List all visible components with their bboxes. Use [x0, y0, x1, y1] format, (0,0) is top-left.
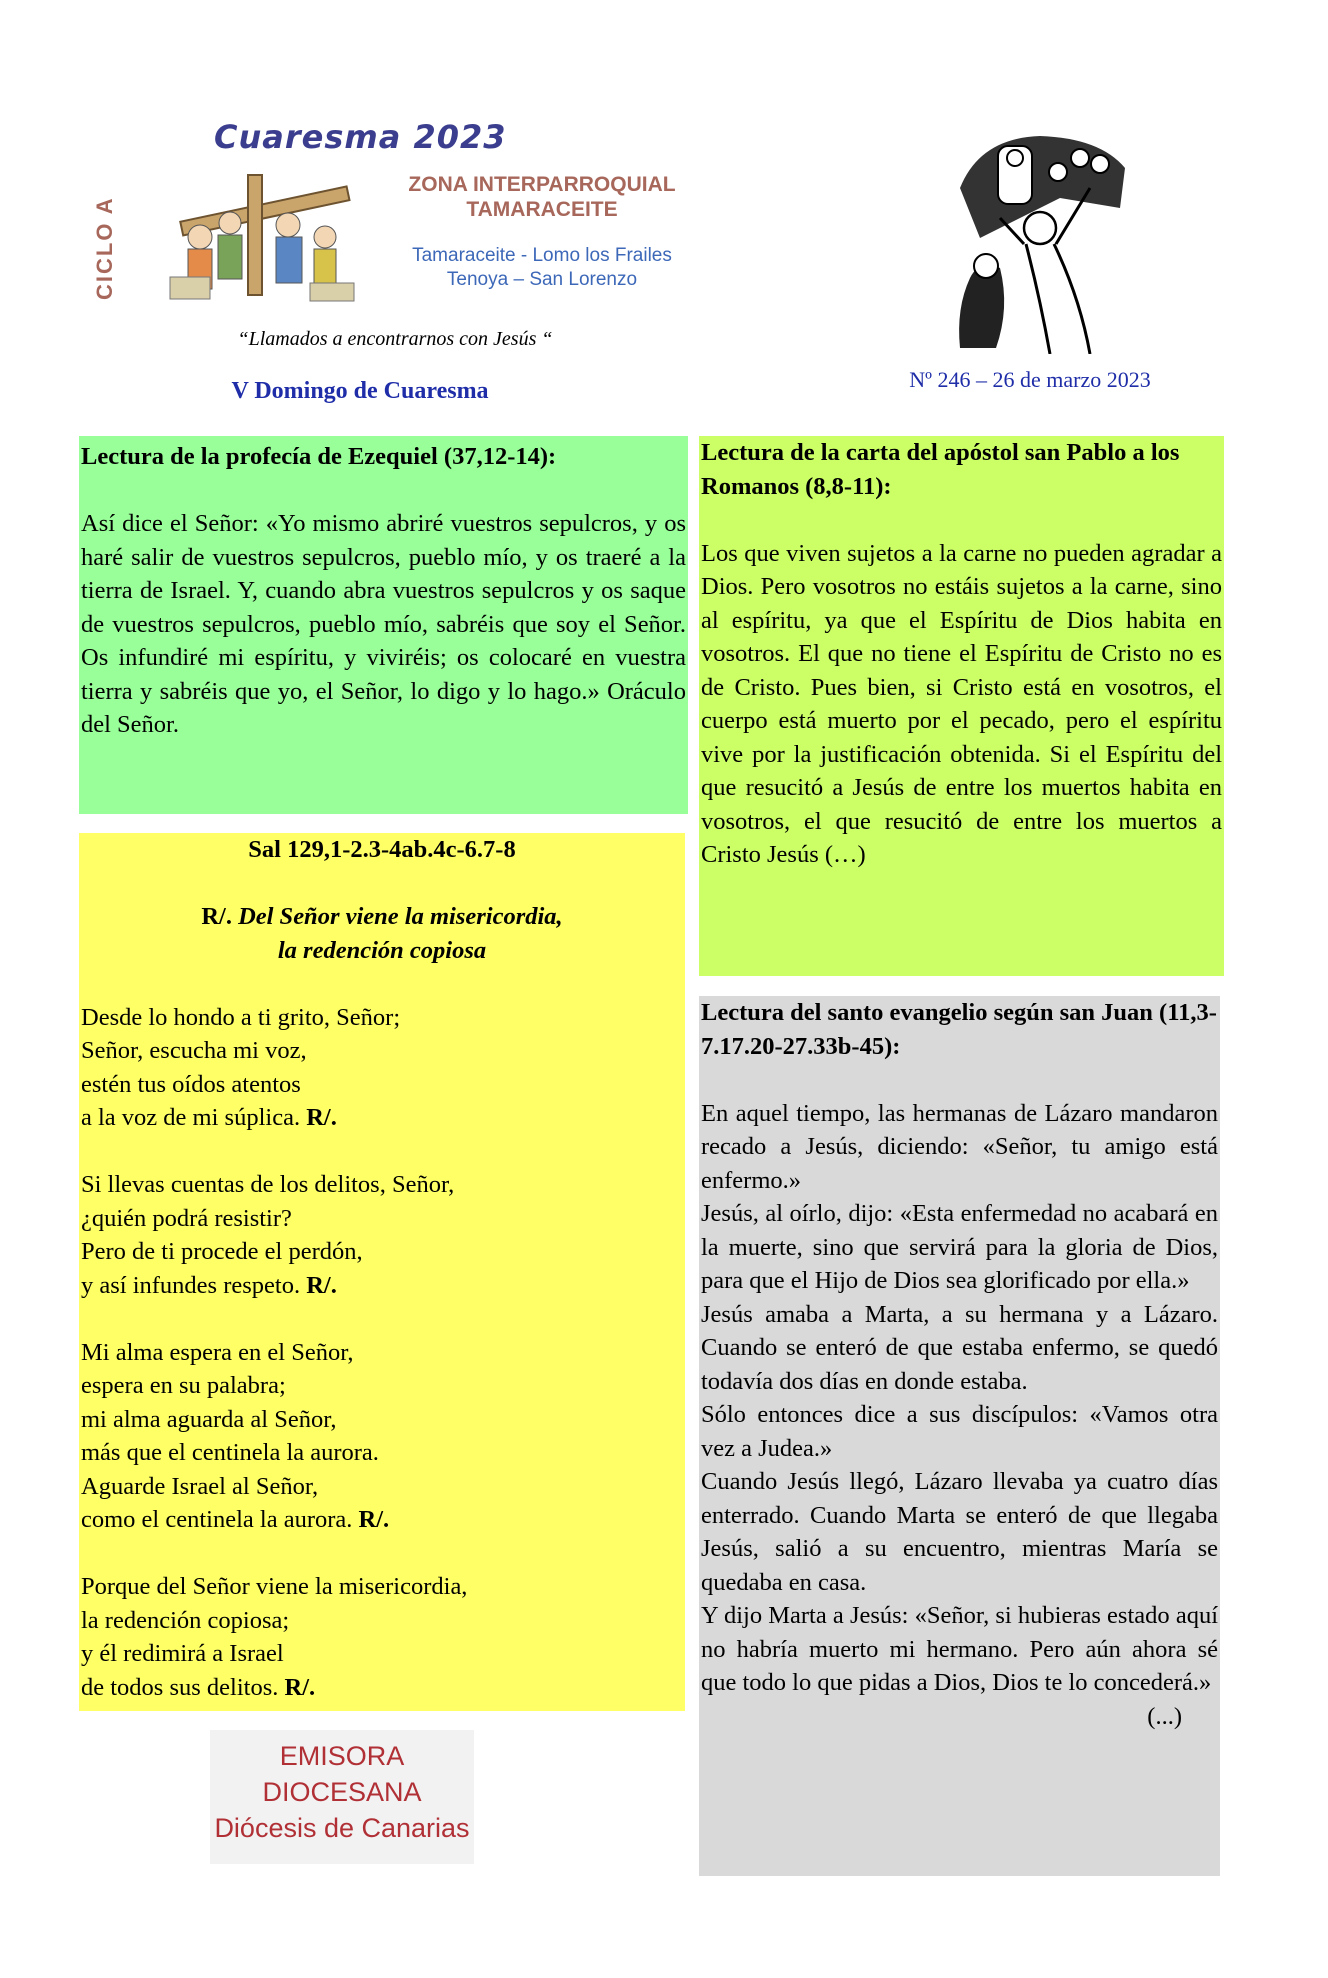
- places: [392, 244, 692, 292]
- verse-line: Mi alma espera en el Señor,: [81, 1338, 354, 1366]
- verse-line: y así infundes respeto.: [81, 1271, 307, 1299]
- tagline: “Llamados a encontrarnos con Jesús “: [237, 328, 553, 350]
- gospel-ellipsis: (...): [1147, 1702, 1182, 1730]
- verse-line: y él redimirá a Israel: [81, 1640, 284, 1667]
- psalm-stanza-2: [81, 1168, 683, 1302]
- first-reading-title: Lectura de la profecía de Ezequiel (37,12-14):: [81, 443, 557, 470]
- children-cross-illustration: [160, 165, 360, 305]
- verse-line: mi alma aguarda al Señor,: [81, 1405, 337, 1433]
- sunday-title: V Domingo de Cuaresma: [231, 378, 489, 404]
- first-reading-text: Así dice el Señor: «Yo mismo abriré vuestros sepulcros, y os haré salir de vuestros sepulcros, pueblo mío, y os traeré a la tierra de Israel. Y, cuando abra vuestros sepulcros y os saque de vuestros sepulcros, pueblo mío, sabréis que soy el Señor. Os infundiré mi espíritu, y viviréis; os colocaré en vuestra tierra y sabréis que yo, el Señor, lo digo y lo hago.» Oráculo del Señor.: [81, 510, 686, 738]
- emisora-diocesana-logo: [210, 1730, 474, 1864]
- emisora-line-2: DIOCESANA: [262, 1777, 422, 1807]
- verse-line: la redención copiosa;: [81, 1606, 290, 1634]
- gospel-box: [699, 996, 1220, 1876]
- verse-line: ¿quién podrá resistir?: [81, 1204, 292, 1232]
- issue-number-date: Nº 246 – 26 de marzo 2023: [909, 367, 1151, 392]
- gospel-paragraph: Jesús amaba a Marta, a su hermana y a Lázaro. Cuando se enteró de que estaba enfermo, se quedó todavía dos días en donde estaba.: [701, 1300, 1218, 1395]
- gospel-paragraph: Sólo entonces dice a sus discípulos: «Vamos otra vez a Judea.»: [701, 1401, 1218, 1462]
- verse-line: Pero de ti procede el perdón,: [81, 1238, 363, 1265]
- verse-line: Señor, escucha mi voz,: [81, 1037, 307, 1064]
- gospel-title: Lectura del santo evangelio según san Juan (11,3-7.17.20-27.33b-45):: [701, 999, 1217, 1060]
- gospel-paragraph: Y dijo Marta a Jesús: «Señor, si hubieras estado aquí no habría muerto mi hermano. Pero aún ahora sé que todo lo que pidas a Dios, Dios te lo concederá.»: [701, 1602, 1218, 1696]
- verse-line: Si llevas cuentas de los delitos, Señor,: [81, 1171, 455, 1198]
- verse-line: Porque del Señor viene la misericordia,: [81, 1573, 468, 1600]
- response-marker: R/.: [306, 1271, 337, 1299]
- second-reading-title: Lectura de la carta del apóstol san Pablo a los Romanos (8,8-11):: [701, 439, 1180, 500]
- zona-title: [392, 172, 692, 222]
- verse-line: más que el centinela la aurora.: [81, 1439, 379, 1466]
- verse-line: a la voz de mi súplica.: [81, 1104, 307, 1131]
- lazarus-drawing: [940, 128, 1130, 354]
- verse-line: como el centinela la aurora.: [81, 1506, 359, 1533]
- response-marker: R/.: [284, 1673, 316, 1701]
- psalm-title: Sal 129,1-2.3-4ab.4c-6.7-8: [248, 836, 516, 863]
- response-marker: R/.: [358, 1506, 390, 1533]
- zona-line-1: ZONA INTERPARROQUIAL: [408, 173, 676, 196]
- psalm-response-prefix: R/.: [201, 903, 232, 930]
- first-reading-box: [79, 436, 688, 814]
- gospel-paragraph: En aquel tiempo, las hermanas de Lázaro mandaron recado a Jesús, diciendo: «Señor, tu amigo está enfermo.»: [701, 1099, 1218, 1194]
- places-line-2: Tenoya – San Lorenzo: [446, 269, 638, 290]
- psalm-stanza-1: [81, 1001, 683, 1135]
- psalm-stanza-4: [81, 1570, 683, 1704]
- psalm-stanza-3: [81, 1336, 683, 1537]
- verse-line: estén tus oídos atentos: [81, 1070, 301, 1098]
- second-reading-text: Los que viven sujetos a la carne no pueden agradar a Dios. Pero vosotros no estáis sujetos a la carne, sino al espíritu, ya que el Espíritu de Dios habita en vosotros. El que no tiene el Espíritu de Cristo no es de Cristo. Pues bien, si Cristo está en vosotros, el cuerpo está muerto por el pecado, pero el espíritu vive por la justificación obtenida. Si el Espíritu del que resucitó a Jesús de entre los muertos habita en vosotros, el que resucitó de entre los muertos a Cristo Jesús (…): [701, 539, 1222, 868]
- verse-line: Aguarde Israel al Señor,: [81, 1472, 319, 1500]
- psalm-box: [79, 833, 685, 1711]
- emisora-line-1: EMISORA: [279, 1741, 405, 1771]
- psalm-response-line-1: Del Señor viene la misericordia,: [231, 903, 563, 930]
- psalm-response: [81, 900, 683, 967]
- psalm-response-line-2: la redención copiosa: [277, 936, 487, 964]
- verse-line: Desde lo hondo a ti grito, Señor;: [81, 1003, 401, 1031]
- logo-title: Cuaresma 2023: [214, 118, 507, 156]
- verse-line: de todos sus delitos.: [81, 1673, 285, 1701]
- second-reading-box: [699, 436, 1224, 976]
- verse-line: espera en su palabra;: [81, 1372, 286, 1399]
- zona-line-2: TAMARACEITE: [466, 198, 618, 221]
- gospel-paragraph: Cuando Jesús llegó, Lázaro llevaba ya cuatro días enterrado. Cuando Marta se enteró de que llegaba Jesús, salió a su encuentro, mientras María se quedaba en casa.: [701, 1468, 1218, 1596]
- response-marker: R/.: [306, 1104, 337, 1131]
- places-line-1: Tamaraceite - Lomo los Frailes: [412, 245, 672, 266]
- gospel-paragraph: Jesús, al oírlo, dijo: «Esta enfermedad no acabará en la muerte, sino que servirá para la gloria de Dios, para que el Hijo de Dios sea glorificado por ella.»: [701, 1200, 1218, 1294]
- emisora-line-3: Diócesis de Canarias: [214, 1813, 470, 1843]
- ciclo-label: CICLO A: [92, 196, 117, 300]
